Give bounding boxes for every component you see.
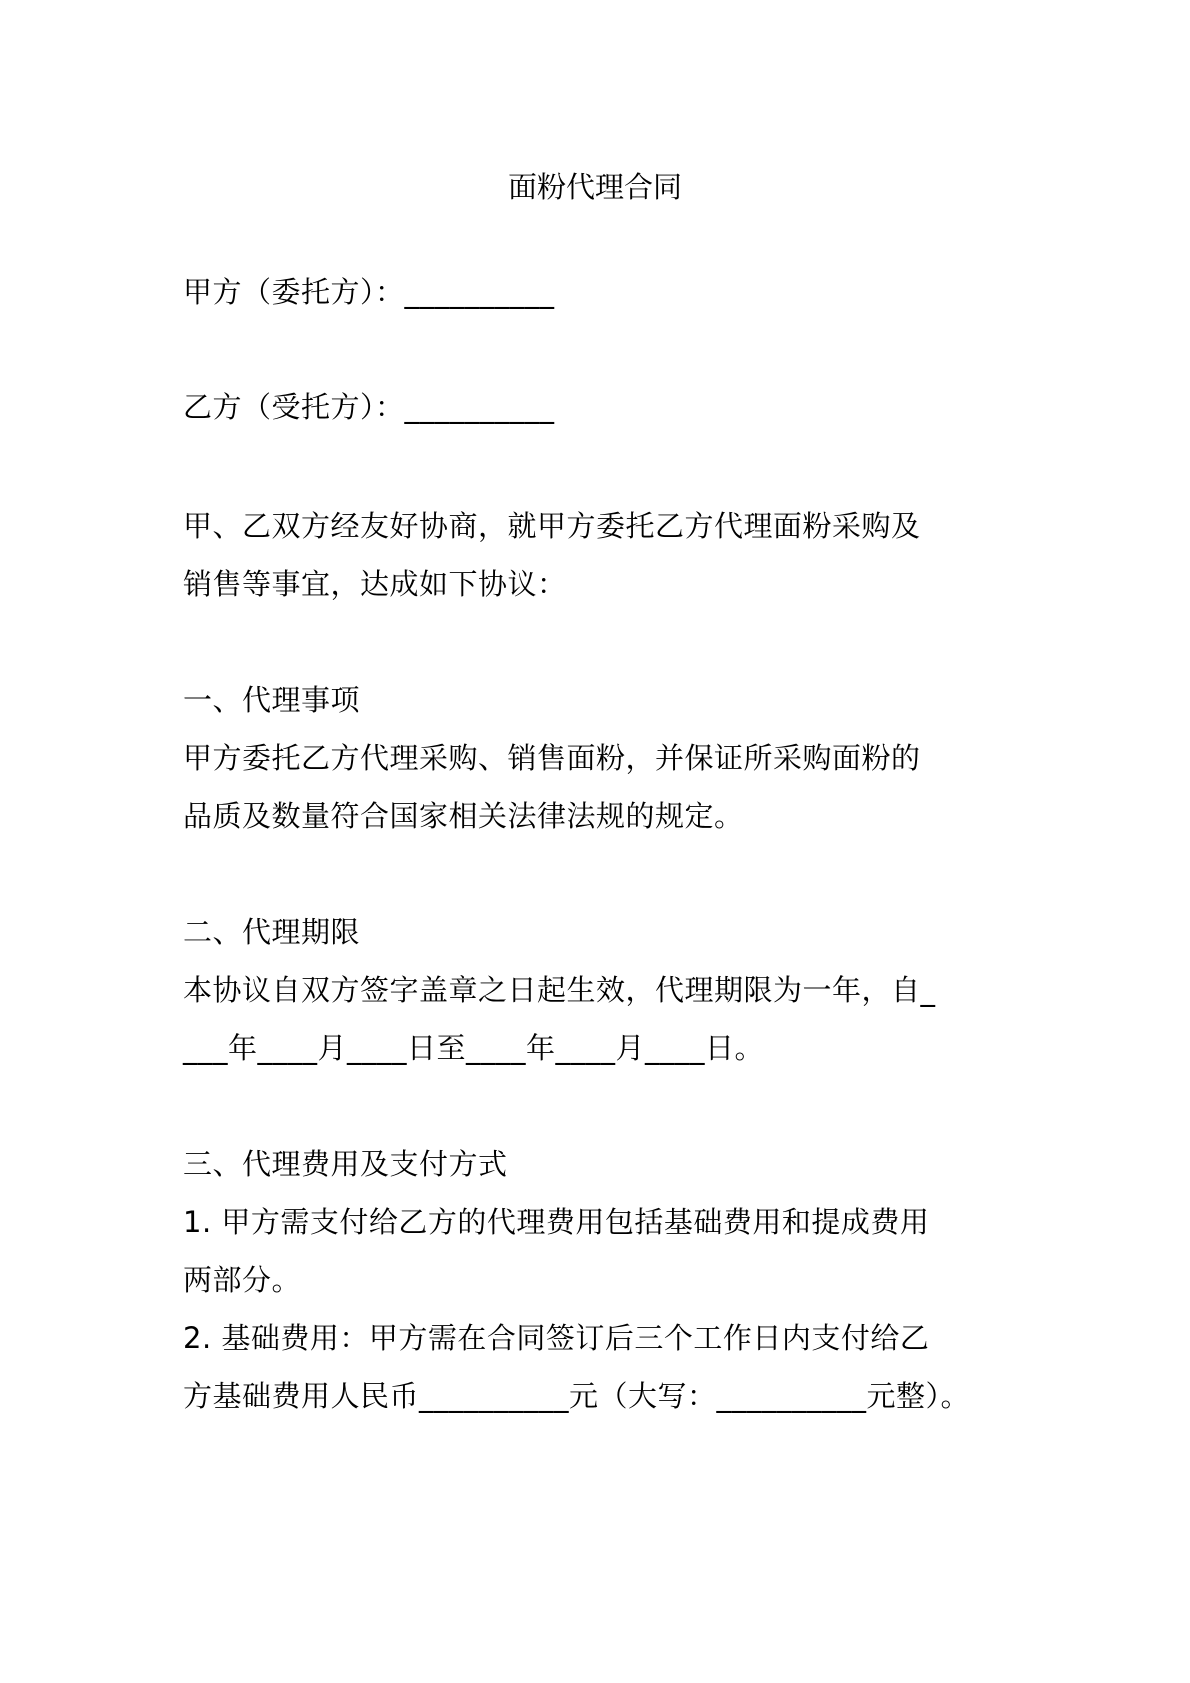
- section-1-line-2: 品质及数量符合国家相关法律法规的规定。: [183, 799, 744, 833]
- section-3-line-1: 1. 甲方需支付给乙方的代理费用包括基础费用和提成费用: [183, 1205, 930, 1239]
- intro-line-2: 销售等事宜，达成如下协议：: [183, 567, 567, 601]
- section-2-line-1: 本协议自双方签字盖章之日起生效，代理期限为一年，自_: [183, 973, 936, 1007]
- intro-line-1: 甲、乙双方经友好协商，就甲方委托乙方代理面粉采购及: [183, 509, 921, 543]
- section-3-line-4: 方基础费用人民币__________元（大写：__________元整）。: [183, 1379, 971, 1413]
- section-3-heading: 三、代理费用及支付方式: [183, 1147, 508, 1181]
- section-2-line-2: ___年____月____日至____年____月____日。: [183, 1031, 765, 1065]
- section-1-heading: 一、代理事项: [183, 683, 361, 717]
- party-b-line: 乙方（受托方）：__________: [183, 390, 555, 424]
- section-1-line-1: 甲方委托乙方代理采购、销售面粉，并保证所采购面粉的: [183, 741, 921, 775]
- section-3-line-3: 2. 基础费用：甲方需在合同签订后三个工作日内支付给乙: [183, 1321, 930, 1355]
- section-2-heading: 二、代理期限: [183, 915, 361, 949]
- document-title: 面粉代理合同: [507, 170, 682, 204]
- section-3-line-2: 两部分。: [183, 1263, 302, 1297]
- party-a-line: 甲方（委托方）：__________: [183, 275, 555, 309]
